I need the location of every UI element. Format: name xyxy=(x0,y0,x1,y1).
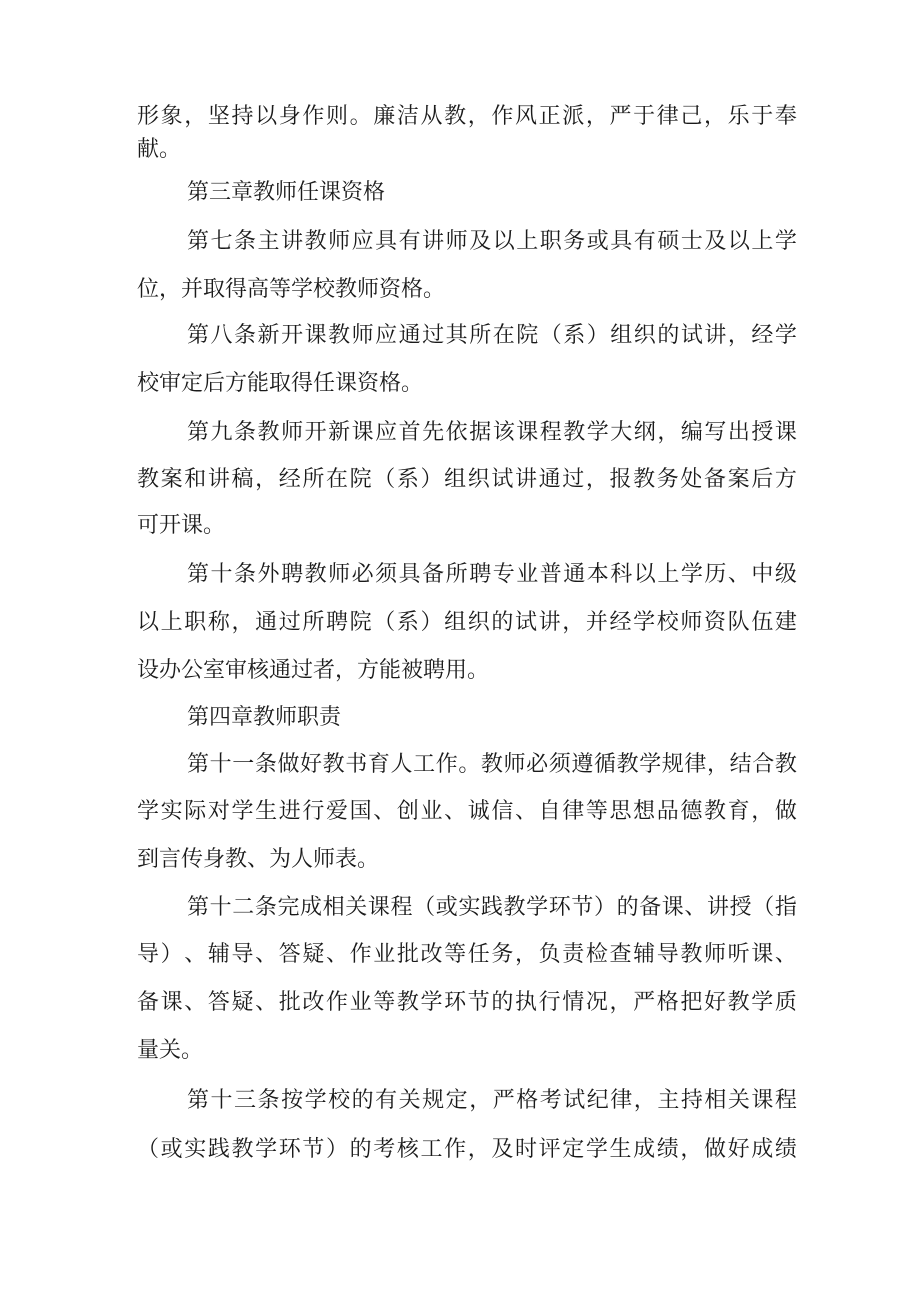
text-line: 第 十 二 条 完 成 相 关 课 程 （ 或 实 践 教 学 环 节 ） 的 备 课 、 讲 授 （ 指 xyxy=(187,895,797,920)
text-line: 到言传身教、为人师表。 xyxy=(137,847,380,872)
chapter-heading: 第三章教师任课资格 xyxy=(187,180,386,205)
text-line: 教 案 和 讲 稿 ， 经 所 在 院 （ 系 ） 组 织 试 讲 通 过 ， 报 教 务 处 备 案 后 方 xyxy=(137,467,797,492)
text-line: 可开课。 xyxy=(137,513,226,538)
chapter-heading: 第四章教师职责 xyxy=(187,705,342,730)
text-line: 设办公室审核通过者，方能被聘用。 xyxy=(137,658,490,683)
text-line: 量关。 xyxy=(137,1038,204,1063)
text-line: 校审定后方能取得任课资格。 xyxy=(137,371,424,396)
text-line: 第 八 条 新 开 课 教 师 应 通 过 其 所 在 院 （ 系 ） 组 织 的 试 讲 ， 经 学 xyxy=(187,323,797,348)
text-line: 献。 xyxy=(137,137,182,162)
text-line: 学 实 际 对 学 生 进 行 爱 国 、 创 业 、 诚 信 、 自 律 等 思 想 品 德 教 育 ， 做 xyxy=(137,799,797,824)
text-line: 第 十 一 条 做 好 教 书 育 人 工 作 。 教 师 必 须 遵 循 教 学 规 律 ， 结 合 教 xyxy=(187,752,797,777)
text-line: 备 课 、 答 疑 、 批 改 作 业 等 教 学 环 节 的 执 行 情 况 ， 严 格 把 好 教 学 质 xyxy=(137,990,797,1015)
text-line: 位，并取得高等学校教师资格。 xyxy=(137,277,446,302)
text-line: 第 十 条 外 聘 教 师 必 须 具 备 所 聘 专 业 普 通 本 科 以 上 学 历 、 中 级 xyxy=(187,562,797,587)
text-line: （ 或 实 践 教 学 环 节 ） 的 考 核 工 作 ， 及 时 评 定 学 生 成 绩 ， 做 好 成 绩 xyxy=(137,1137,797,1162)
text-line: 第 十 三 条 按 学 校 的 有 关 规 定 ， 严 格 考 试 纪 律 ， 主 持 相 关 课 程 xyxy=(187,1088,797,1113)
text-line: 以 上 职 称 ， 通 过 所 聘 院 （ 系 ） 组 织 的 试 讲 ， 并 经 学 校 师 资 队 伍 建 xyxy=(137,610,797,635)
text-line: 导 ） 、 辅 导 、 答 疑 、 作 业 批 改 等 任 务 ， 负 责 检 查 辅 导 教 师 听 课 、 xyxy=(137,942,797,967)
text-line: 第 七 条 主 讲 教 师 应 具 有 讲 师 及 以 上 职 务 或 具 有 硕 士 及 以 上 学 xyxy=(187,229,797,254)
text-line: 形 象 ， 坚 持 以 身 作 则 。 廉 洁 从 教 ， 作 风 正 派 ， 严 于 律 己 ， 乐 于 奉 xyxy=(137,104,797,129)
text-line: 第 九 条 教 师 开 新 课 应 首 先 依 据 该 课 程 教 学 大 纲 ， 编 写 出 授 课 xyxy=(187,420,797,445)
